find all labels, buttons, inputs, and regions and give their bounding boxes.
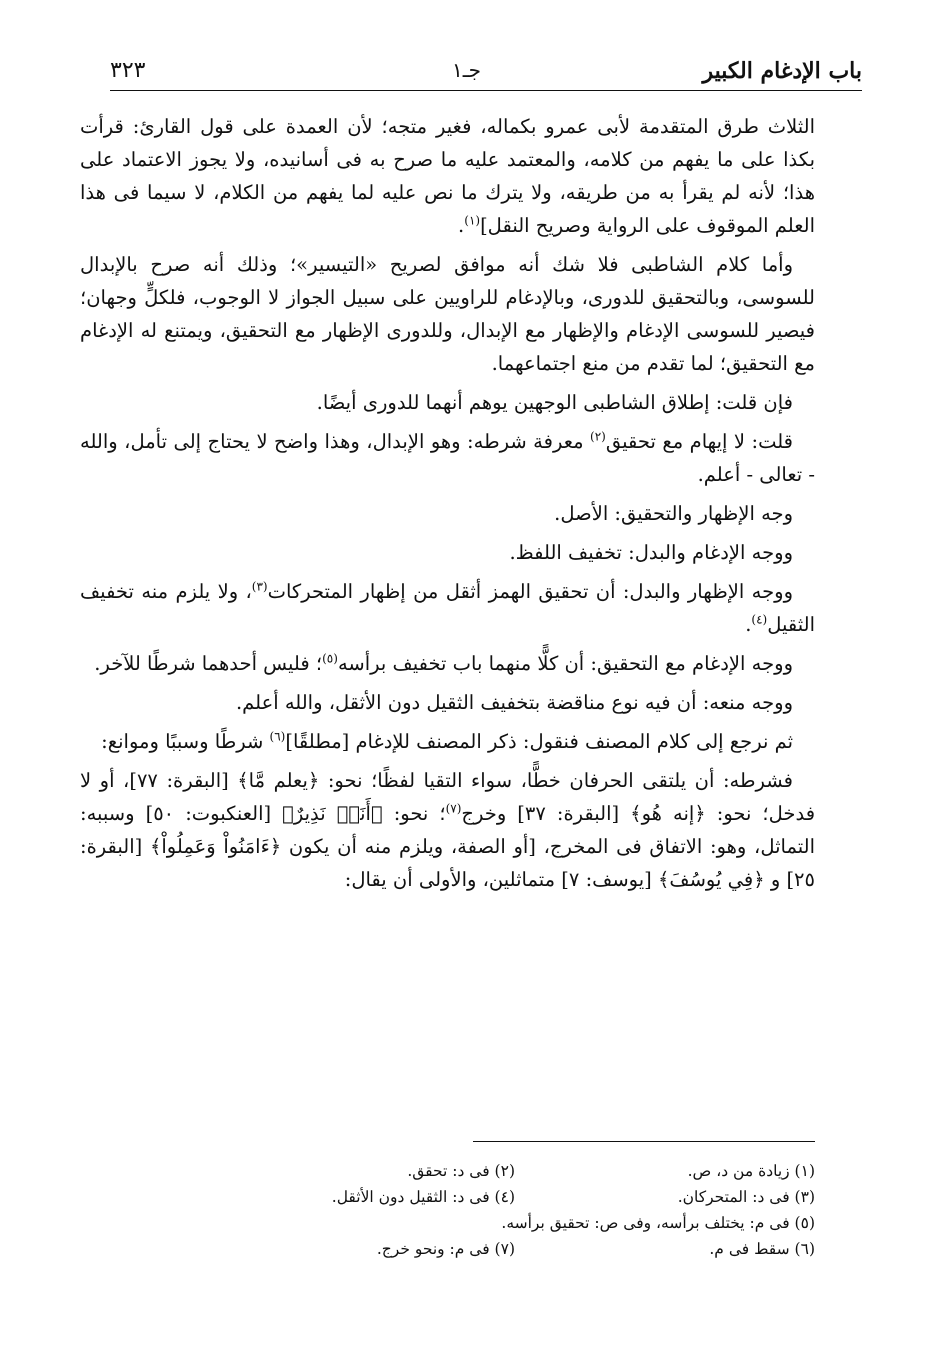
main-text <box>80 110 815 902</box>
text-run: فإن قلت: إطلاق الشاطبى الوجهين يوهم أنهما للدورى أيضًا. <box>316 391 793 414</box>
footnote: (٢) فى د: تحقق. <box>407 1162 515 1180</box>
paragraph <box>80 764 815 896</box>
paragraph <box>80 647 815 680</box>
text-run: قلت: لا إيهام مع تحقيق <box>605 430 794 453</box>
text-run: معرفة شرطه: وهو الإبدال، وهذا واضح لا يحتاج إلى تأمل، والله - تعالى - أعلم. <box>80 430 815 486</box>
paragraph <box>80 248 815 380</box>
text-run: الثلاث طرق المتقدمة لأبى عمرو بكماله، فغير متجه؛ لأن العمدة على قول القارئ: قرأت بكذا على ما يفهم من كلامه، والمعتمد عليه ما صرح به فى أسانيده، ولا يجوز الاعتماد على هذا؛ لأنه لم يقرأ به من طريقه، ولا يترك ما نص عليه لما يفهم من الكلام، لا سيما فى هذا العلم الموقوف على الرواية وصريح النقل] <box>80 115 815 237</box>
footnote-ref: (٢) <box>590 429 606 444</box>
paragraph <box>80 425 815 491</box>
paragraph <box>80 536 815 569</box>
footnote: (١) زيادة من د، ص. <box>687 1162 815 1180</box>
footnote: (٤) فى د: الثقيل دون الأثقل. <box>331 1188 515 1206</box>
footnote-row <box>215 1210 815 1236</box>
page-number: ٣٢٣ <box>110 58 146 83</box>
footnote-ref: (١) <box>464 213 481 228</box>
text-run: ووجه الإدغام والبدل: تخفيف اللفظ. <box>509 541 793 564</box>
footnotes <box>215 1158 815 1262</box>
text-run: . <box>745 613 752 636</box>
footnote: (٦) سقط فى م. <box>709 1240 815 1258</box>
footnote-ref: (٣) <box>251 579 268 594</box>
text-run: ؛ نحو: ﴿أَنَا۠ نَذِيرٌ﴾ [العنكبوت: ٥٠] وسببه: التماثل، وهو: الاتفاق فى المخرج، [أو الصفة، ويلزم منه أن يكون ﴿ءَامَنُواْ وَعَمِلُواْ﴾ [البقرة: ٢٥] و ﴿فِي يُوسُفَ﴾ [يوسف: ٧] متماثلين، والأولى أن يقال: <box>80 802 815 891</box>
paragraph <box>80 575 815 641</box>
paragraph <box>80 110 815 242</box>
text-run: فشرطه: أن يلتقى الحرفان خطًّا، سواء التقيا لفظًا؛ نحو: ﴿يعلم مَّا﴾ [البقرة: ٧٧]، أو لا فدخل؛ نحو: ﴿إنه هُو﴾ [البقرة: ٣٧] وخرج <box>80 769 816 825</box>
paragraph <box>80 497 815 530</box>
footnote-ref: (٦) <box>269 729 286 744</box>
footnote-row <box>215 1184 815 1210</box>
text-run: ووجه الإدغام مع التحقيق: أن كلًّا منهما باب تخفيف برأسه <box>337 652 793 675</box>
footnote: (٣) فى د: المتحركان. <box>677 1188 815 1206</box>
footnote-ref: (٧) <box>445 801 462 816</box>
text-run: وجه الإظهار والتحقيق: الأصل. <box>554 502 793 525</box>
paragraph <box>80 725 815 758</box>
paragraph <box>80 686 815 719</box>
text-run: ؛ فليس أحدهما شرطًا للآخر. <box>94 652 323 675</box>
text-run: وأما كلام الشاطبى فلا شك أنه موافق لصريح «التيسير»؛ وذلك أنه صرح بالإبدال للسوسى، وبالتحقيق للدورى، وبالإدغام للراويين على سبيل الجواز لا الوجوب، فلكلٍّ وجهان؛ فيصير للسوسى الإدغام والإظهار مع الإبدال، وللدورى الإظهار مع التحقيق، ويمتنع له الإدغام مع التحقيق؛ لما تقدم من منع اجتماعهما. <box>80 253 815 375</box>
running-head <box>110 56 862 91</box>
footnote: (٥) فى م: يختلف برأسه، وفى ص: تحقيق برأسه. <box>501 1214 815 1232</box>
paragraph <box>80 386 815 419</box>
footnote-separator <box>473 1141 815 1142</box>
text-run: ووجه منعه: أن فيه نوع مناقضة بتخفيف الثقيل دون الأثقل، والله أعلم. <box>235 691 793 714</box>
volume-label: جـ١ <box>452 58 481 82</box>
text-run: ووجه الإظهار والبدل: أن تحقيق الهمز أثقل من إظهار المتحركات <box>267 580 793 603</box>
footnote-row <box>215 1236 815 1262</box>
footnote-ref: (٤) <box>751 612 768 627</box>
footnote-ref: (٥) <box>322 651 338 666</box>
footnote: (٧) فى م: ونحو خرج. <box>376 1240 515 1258</box>
text-run: ثم نرجع إلى كلام المصنف فنقول: ذكر المصنف للإدغام [مطلقًا] <box>285 730 793 753</box>
text-run: شرطًا وسببًا وموانع: <box>101 730 270 753</box>
text-run: . <box>458 214 465 237</box>
footnote-row <box>215 1158 815 1184</box>
chapter-title: باب الإدغام الكبير <box>702 58 862 84</box>
text-run: ، ولا يلزم منه تخفيف الثقيل <box>80 580 815 636</box>
